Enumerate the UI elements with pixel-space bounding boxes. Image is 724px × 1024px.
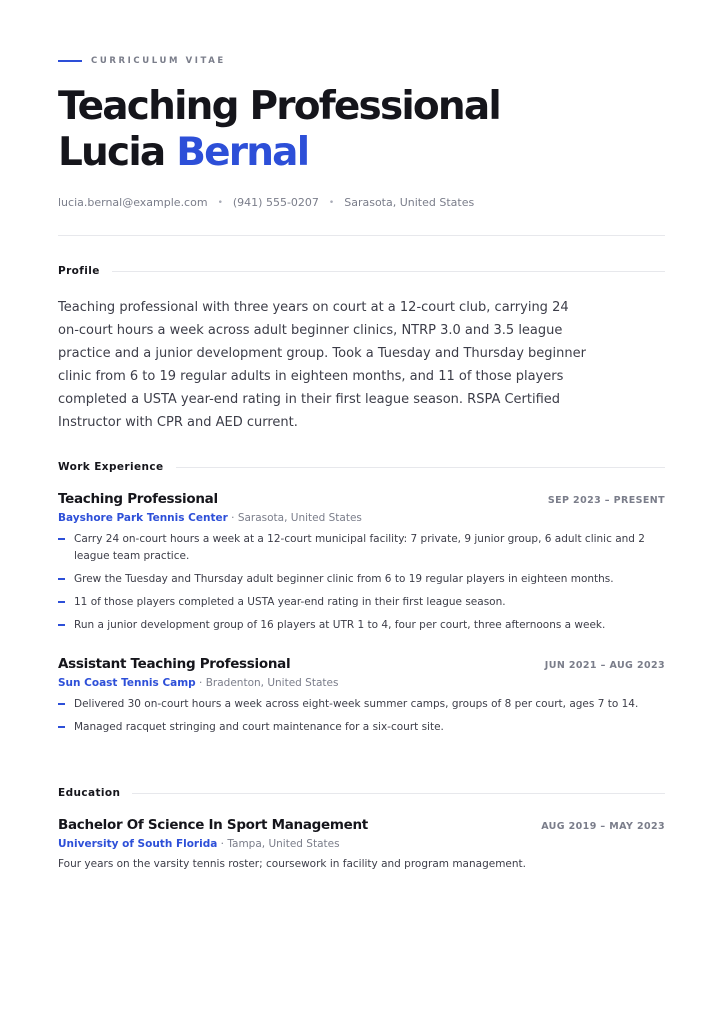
education-note: Four years on the varsity tennis roster; coursework in facility and program management. (58, 858, 527, 870)
contact-location: Sarasota, United States (344, 196, 475, 209)
job-bullets (58, 531, 665, 634)
last-name: Bernal (176, 130, 309, 175)
job-organization: Sun Coast Tennis Camp (58, 677, 196, 689)
job-dates: JUN 2021 – AUG 2023 (544, 660, 665, 671)
education-dates: AUG 2019 – MAY 2023 (541, 821, 665, 832)
header-divider (58, 235, 665, 236)
contact-line (58, 196, 474, 209)
job-title: Assistant Teaching Professional (58, 656, 291, 672)
contact-phone[interactable]: (941) 555-0207 (232, 196, 319, 209)
section-header-profile (58, 265, 665, 277)
job-entry (58, 491, 665, 640)
eyebrow (58, 56, 226, 66)
page-title (58, 84, 500, 176)
section-rule (112, 271, 665, 272)
title-line-role: Teaching Professional (58, 84, 500, 129)
school-name: University of South Florida (58, 838, 218, 850)
list-item: Delivered 30 on-court hours a week across eight-week summer camps, groups of 8 per court, ages 7 to 14. (58, 696, 665, 713)
section-title: Work Experience (58, 461, 164, 473)
list-item: Carry 24 on-court hours a week at a 12-court municipal facility: 7 private, 9 junior group, 6 adult clinic and 2 league team practice. (58, 531, 665, 565)
job-location: · Sarasota, United States (231, 512, 362, 524)
degree-title: Bachelor Of Science In Sport Management (58, 817, 368, 833)
list-item: Run a junior development group of 16 players at UTR 1 to 4, four per court, three afternoons a week. (58, 617, 665, 634)
job-organization: Bayshore Park Tennis Center (58, 512, 228, 524)
job-location: · Bradenton, United States (199, 677, 339, 689)
job-dates: SEP 2023 – PRESENT (547, 495, 665, 506)
contact-email[interactable]: lucia.bernal@example.com (58, 196, 208, 209)
list-item: Managed racquet stringing and court maintenance for a six-court site. (58, 719, 665, 736)
section-header-education (58, 787, 665, 799)
section-rule (132, 793, 665, 794)
section-header-experience (58, 461, 665, 473)
list-item: 11 of those players completed a USTA year-end rating in their first league season. (58, 594, 665, 611)
section-rule (176, 467, 665, 468)
first-name: Lucia (58, 130, 165, 175)
job-bullets (58, 696, 665, 736)
education-entry (58, 817, 665, 870)
section-title: Education (58, 787, 121, 799)
profile-summary: Teaching professional with three years on court at a 12-court club, carrying 24 on-court hours a week across adult beginner clinics, NTRP 3.0 and 3.5 league practice and a junior development group. Took a Tuesday and Thursday beginner clinic from 6 to 19 regular adults in eighteen months, and 11 of those players completed a USTA year-end rating in their first league season. RSPA Certified Instructor with CPR and AED current. (58, 300, 586, 430)
eyebrow-label: CURRICULUM VITAE (91, 56, 226, 66)
job-title: Teaching Professional (58, 491, 218, 507)
school-location: · Tampa, United States (220, 838, 340, 850)
contact-separator: • (328, 197, 335, 208)
accent-rule (58, 60, 82, 62)
list-item: Grew the Tuesday and Thursday adult beginner clinic from 6 to 19 regular players in eighteen months. (58, 571, 665, 588)
job-entry (58, 656, 665, 742)
contact-separator: • (217, 197, 223, 208)
section-title: Profile (58, 265, 100, 277)
